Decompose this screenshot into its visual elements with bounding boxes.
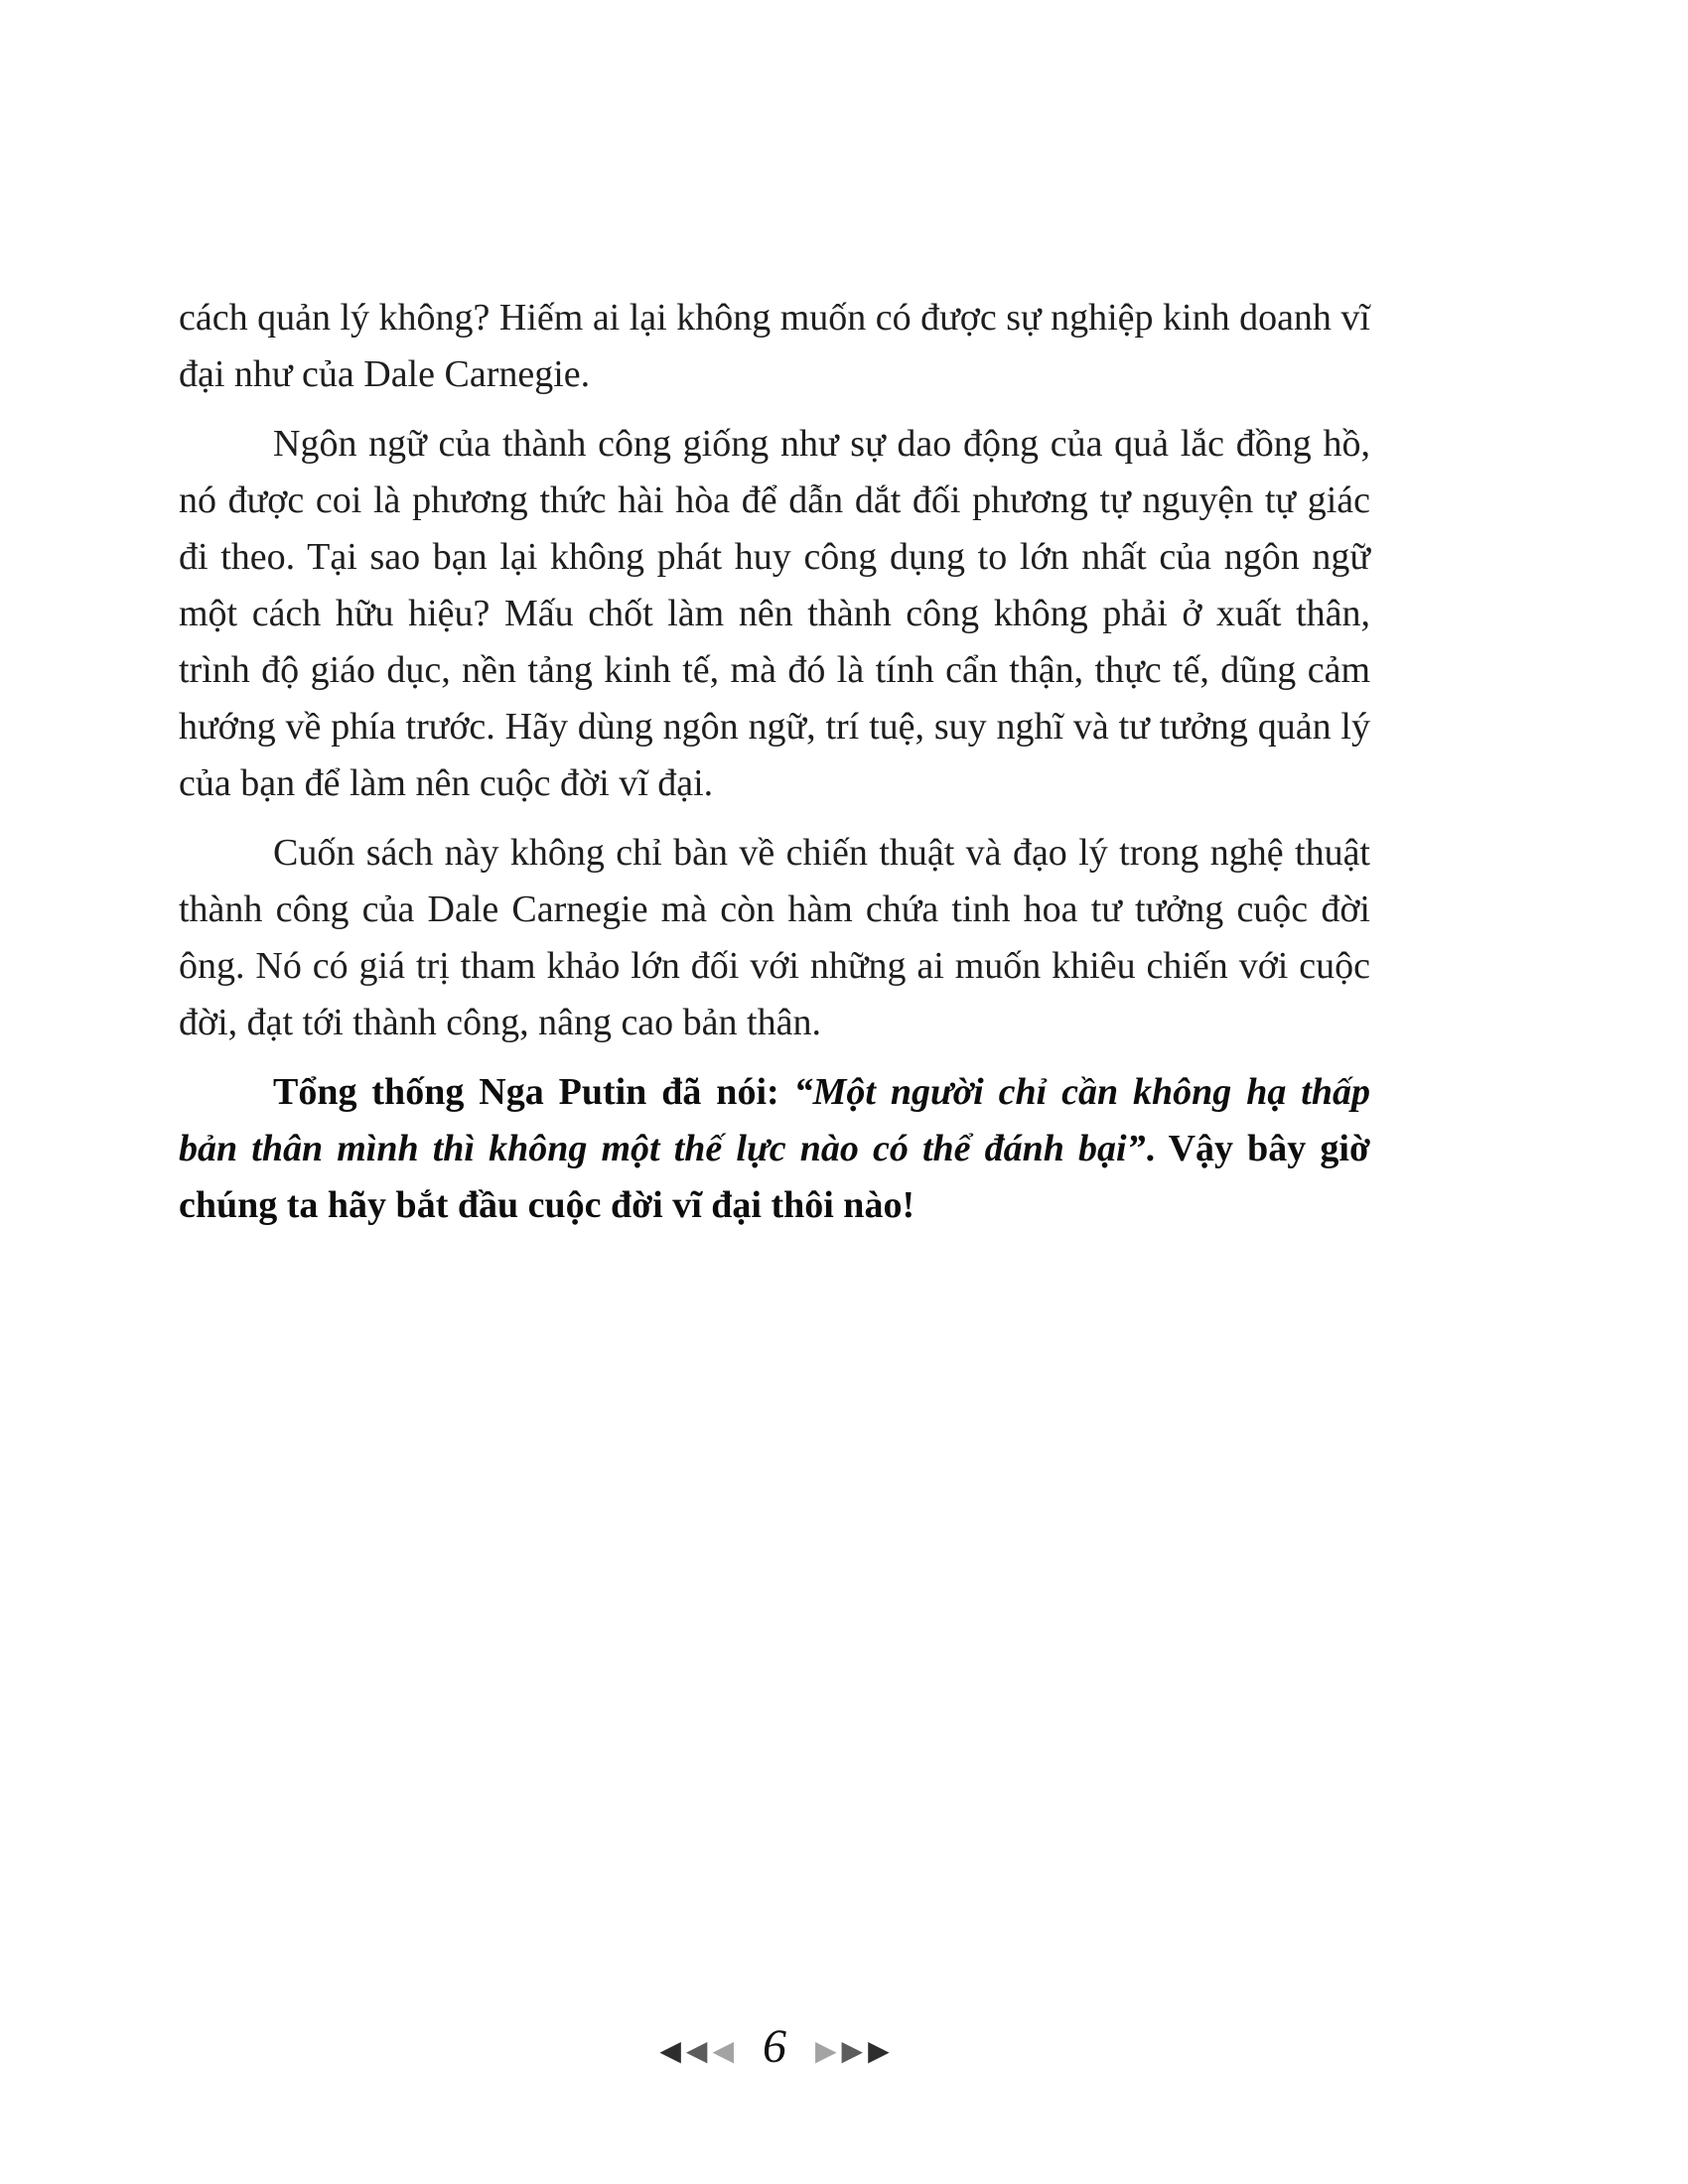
left-arrow-icon: ◀: [659, 2034, 681, 2067]
quote-lead-in-text: Tổng thống Nga Putin đã nói:: [273, 1071, 794, 1113]
quote-italic-text: “Một người chỉ cần không hạ thấp bản thân mình thì không một thế lực nào có thể đánh bại”: [179, 1071, 1370, 1169]
paragraph-3-text: Cuốn sách này không chỉ bàn về chiến thuật và đạo lý trong nghệ thuật thành công của Dale Carnegie mà còn hàm chứa tinh hoa tư tưởng cuộc đời ông. Nó có giá trị tham khảo lớn đối với những ai muốn khiêu chiến với cuộc đời, đạt tới thành công, nâng cao bản thân.: [179, 832, 1370, 1043]
page-number: 6: [763, 2020, 786, 2073]
paragraph-1: [179, 290, 1370, 403]
right-arrow-icon: ▶: [868, 2034, 890, 2067]
page-content: [179, 290, 1370, 1234]
right-arrow-icon: ▶: [841, 2034, 864, 2067]
left-arrow-icon: ◀: [685, 2034, 708, 2067]
right-arrow-icon: ▶: [815, 2034, 837, 2067]
paragraph-1-text: cách quản lý không? Hiếm ai lại không muốn có được sự nghiệp kinh doanh vĩ đại như của Dale Carnegie.: [179, 297, 1370, 395]
paragraph-4-quote: [179, 1064, 1370, 1234]
quote-closing-text: . Vậy bây giờ chúng ta hãy bắt đầu cuộc đời vĩ đại thôi nào!: [179, 1128, 1370, 1226]
paragraph-2-text: Ngôn ngữ của thành công giống như sự dao động của quả lắc đồng hồ, nó được coi là phương thức hài hòa để dẫn dắt đối phương tự nguyện tự giác đi theo. Tại sao bạn lại không phát huy công dụng to lớn nhất của ngôn ngữ một cách hữu hiệu? Mấu chốt làm nên thành công không phải ở xuất thân, trình độ giáo dục, nền tảng kinh tế, mà đó là tính cẩn thận, thực tế, dũng cảm hướng về phía trước. Hãy dùng ngôn ngữ, trí tuệ, suy nghĩ và tư tưởng quản lý của bạn để làm nên cuộc đời vĩ đại.: [179, 423, 1370, 804]
paragraph-2: [179, 416, 1370, 812]
left-arrow-icon: ◀: [712, 2034, 734, 2067]
paragraph-3: [179, 825, 1370, 1051]
page-footer: [179, 2020, 1370, 2075]
